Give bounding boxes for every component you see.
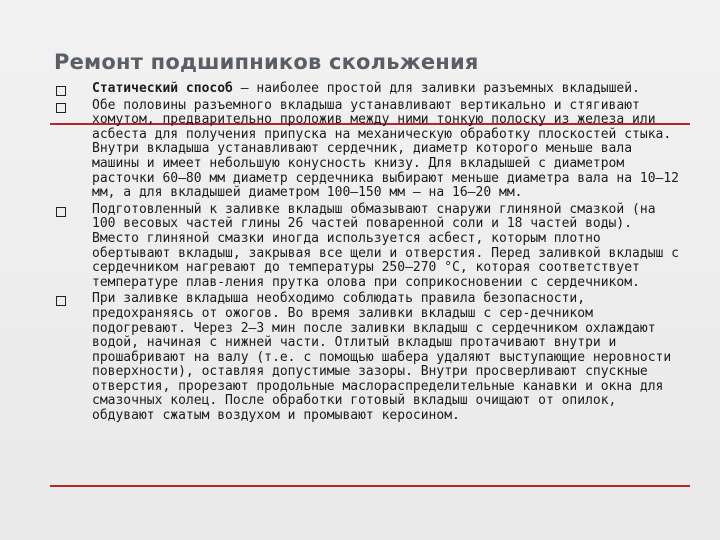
square-bullet-icon: [56, 86, 66, 96]
list-item: [56, 203, 686, 291]
square-bullet-icon: [56, 296, 66, 306]
square-bullet-icon: [56, 207, 66, 217]
bullet-list: [56, 82, 686, 426]
list-item: [56, 82, 686, 97]
item-text: Подготовленный к заливке вкладыш обмазывают снаружи глиняной смазкой (на 100 весовых частей глины 26 частей поваренной соли и 18 частей воды). Вместо глиняной смазки иногда используется асбест, которым плотно обертывают вкладыш, закрывая все щели и отверстия. Перед заливкой вкладыш с сердечником нагревают до температуры 250—270 °С, которая соответствует температуре плав-ления прутка олова при соприкосновении с сердечником.: [92, 201, 679, 290]
item-text: При заливке вкладыша необходимо соблюдать правила безопасности, предохраняясь от ожогов. Во время заливки вкладыш с сер-дечником подогревают. Через 2—3 мин после заливки вкладыш с сердечником охлаждают водой, начиная с нижней части. Отлитый вкладыш протачивают внутри и прошабривают на валу (т.е. с помощью шабера удаляют выступающие неровности поверхности), оставляя допустимые зазоры. Внутри просверливают спускные отверстия, прорезают продольные маслораспределительные канавки и окна для смазочных колец. После обработки готовый вкладыш очищают от опилок, обдувают сжатым воздухом и промывают керосином.: [92, 291, 672, 424]
item-text: — наиболее простой для заливки разъемных вкладышей.: [232, 81, 640, 96]
page-title: Ремонт подшипников скольжения: [54, 50, 479, 74]
decorative-rule-bottom: [50, 485, 690, 487]
list-item: [56, 99, 686, 201]
list-item: [56, 292, 686, 423]
item-lead: Статический способ: [92, 81, 233, 96]
square-bullet-icon: [56, 103, 66, 113]
item-text: Обе половины разъемного вкладыша устанавливают вертикально и стягивают хомутом, предварительно проложив между ними тонкую полоску из железа или асбеста для получения припуска на механическую обработку плоскостей стыка. Внутри вкладыша устанавливают сердечник, диаметр которого меньше вала машины и имеет небольшую конусность книзу. Для вкладышей с диаметром расточки 60—80 мм диаметр сердечника выбирают меньше диаметра вала на 10—12 мм, а для вкладышей диаметром 100—150 мм — на 16—20 мм.: [92, 97, 679, 201]
